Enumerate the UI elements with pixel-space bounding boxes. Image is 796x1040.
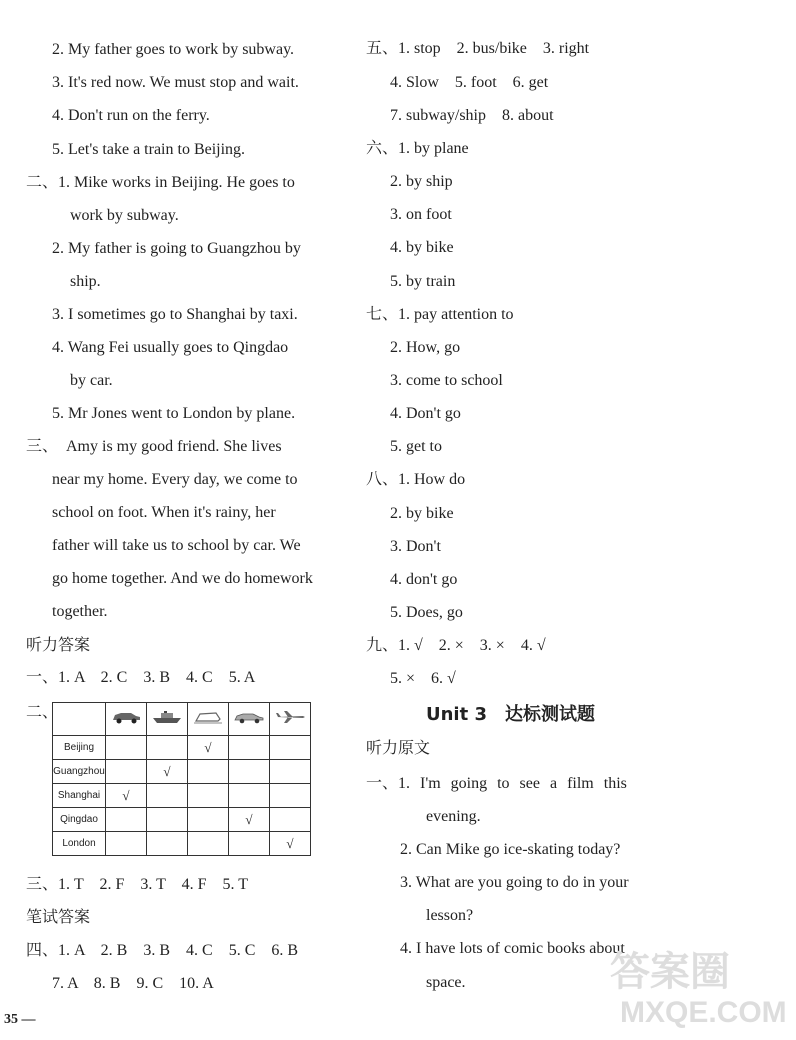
answer-line: 5. Let's take a train to Beijing.: [52, 141, 246, 158]
mark-cell: [188, 760, 229, 784]
row-label: London: [53, 832, 106, 856]
section-label: 二、: [26, 704, 59, 721]
answer-table: [52, 702, 311, 856]
listening-answers-heading: 听力答案: [26, 635, 91, 654]
text-line: 3. What are you going to do in your: [400, 874, 629, 891]
ship-icon: [151, 710, 183, 724]
mark-cell: [106, 832, 147, 856]
mark-cell: √: [229, 808, 270, 832]
watermark-logo: 答案圈: [610, 950, 730, 994]
text-line: space.: [426, 974, 466, 991]
row-label: Beijing: [53, 736, 106, 760]
mark-cell: [270, 784, 311, 808]
table-row: [53, 784, 311, 808]
mark-cell: [188, 784, 229, 808]
mark-cell: [229, 784, 270, 808]
watermark-url: MXQE.COM: [620, 996, 787, 1029]
mark-cell: [106, 808, 147, 832]
row-label: Guangzhou: [53, 760, 106, 784]
answer-line: 3. It's red now. We must stop and wait.: [52, 74, 299, 91]
plane-icon: [274, 710, 306, 724]
answer-line: 4. Wang Fei usually goes to Qingdao: [52, 339, 289, 356]
answer-line: 三、1. T 2. F 3. T 4. F 5. T: [26, 876, 248, 893]
mark-cell: [270, 808, 311, 832]
answer-line: 3. Don't: [390, 538, 441, 555]
unit-title: Unit 3 达标测试题: [426, 704, 595, 725]
answer-line: work by subway.: [70, 207, 179, 224]
answer-line: 2. My father is going to Guangzhou by: [52, 240, 301, 257]
mark-cell: [147, 736, 188, 760]
listening-text-heading: 听力原文: [366, 738, 431, 757]
row-label: Shanghai: [53, 784, 106, 808]
train-icon: [192, 710, 224, 724]
answer-line: 3. on foot: [390, 206, 452, 223]
answer-line: 5. get to: [390, 438, 442, 455]
answer-line: 7. A 8. B 9. C 10. A: [52, 975, 214, 992]
answer-line: 六、1. by plane: [366, 140, 469, 157]
table-row: [53, 808, 311, 832]
mark-cell: [147, 808, 188, 832]
answer-line: 5. Does, go: [390, 604, 463, 621]
mark-cell: [229, 832, 270, 856]
answer-line: 九、1. √ 2. × 3. × 4. √: [366, 637, 546, 654]
text-line: evening.: [426, 808, 481, 825]
mark-cell: [270, 760, 311, 784]
written-answers-heading: 笔试答案: [26, 907, 91, 926]
answer-line: 二、1. Mike works in Beijing. He goes to: [26, 174, 295, 191]
mark-cell: [106, 736, 147, 760]
mark-cell: [188, 808, 229, 832]
mark-cell: [270, 736, 311, 760]
mark-cell: [229, 760, 270, 784]
answer-line: 三、 Amy is my good friend. She lives: [26, 438, 282, 455]
mark-cell: [229, 736, 270, 760]
mark-cell: [147, 784, 188, 808]
answer-line: 4. Slow 5. foot 6. get: [390, 74, 549, 91]
table-row: [53, 760, 311, 784]
answer-line: 2. My father goes to work by subway.: [52, 41, 295, 58]
answer-line: near my home. Every day, we come to: [52, 471, 298, 488]
table-corner-cell: [53, 703, 106, 736]
answer-line: 3. come to school: [390, 372, 503, 389]
answer-line: father will take us to school by car. We: [52, 537, 301, 554]
mark-cell: [188, 832, 229, 856]
mark-cell: [147, 832, 188, 856]
page-number: 35 —: [4, 1012, 36, 1027]
answer-line: go home together. And we do homework: [52, 570, 313, 587]
mark-cell: √: [147, 760, 188, 784]
answer-line: 2. by ship: [390, 173, 453, 190]
answer-line: 4. Don't go: [390, 405, 461, 422]
answer-line: 七、1. pay attention to: [366, 306, 514, 323]
answer-line: 2. How, go: [390, 339, 461, 356]
mark-cell: √: [270, 832, 311, 856]
answer-line: 5. Mr Jones went to London by plane.: [52, 405, 296, 422]
answer-line: 3. I sometimes go to Shanghai by taxi.: [52, 306, 298, 323]
text-line: 4. I have lots of comic books about: [400, 940, 625, 957]
text-line: 一、1. I'm going to see a film this: [366, 775, 627, 792]
answer-line: by car.: [70, 372, 113, 389]
answer-line: 4. don't go: [390, 571, 458, 588]
answer-line: 4. by bike: [390, 239, 454, 256]
answer-line: 5. × 6. √: [390, 670, 456, 687]
taxi-icon: [233, 710, 265, 724]
table-row: [53, 736, 311, 760]
answer-line: 5. by train: [390, 273, 456, 290]
table-row: [53, 832, 311, 856]
answer-line: 四、1. A 2. B 3. B 4. C 5. C 6. B: [26, 942, 299, 959]
mark-cell: [106, 760, 147, 784]
answer-line: 八、1. How do: [366, 471, 466, 488]
mark-cell: √: [188, 736, 229, 760]
answer-line: school on foot. When it's rainy, her: [52, 504, 276, 521]
car-icon: [110, 710, 142, 724]
answer-line: 2. by bike: [390, 505, 454, 522]
answer-line: together.: [52, 603, 108, 620]
answer-line: ship.: [70, 273, 101, 290]
answer-line: 7. subway/ship 8. about: [390, 107, 554, 124]
row-label: Qingdao: [53, 808, 106, 832]
answer-line: 一、1. A 2. C 3. B 4. C 5. A: [26, 669, 256, 686]
text-line: lesson?: [426, 907, 474, 924]
mark-cell: √: [106, 784, 147, 808]
text-line: 2. Can Mike go ice-skating today?: [400, 841, 621, 858]
answer-line: 4. Don't run on the ferry.: [52, 107, 210, 124]
answer-line: 五、1. stop 2. bus/bike 3. right: [366, 40, 590, 57]
